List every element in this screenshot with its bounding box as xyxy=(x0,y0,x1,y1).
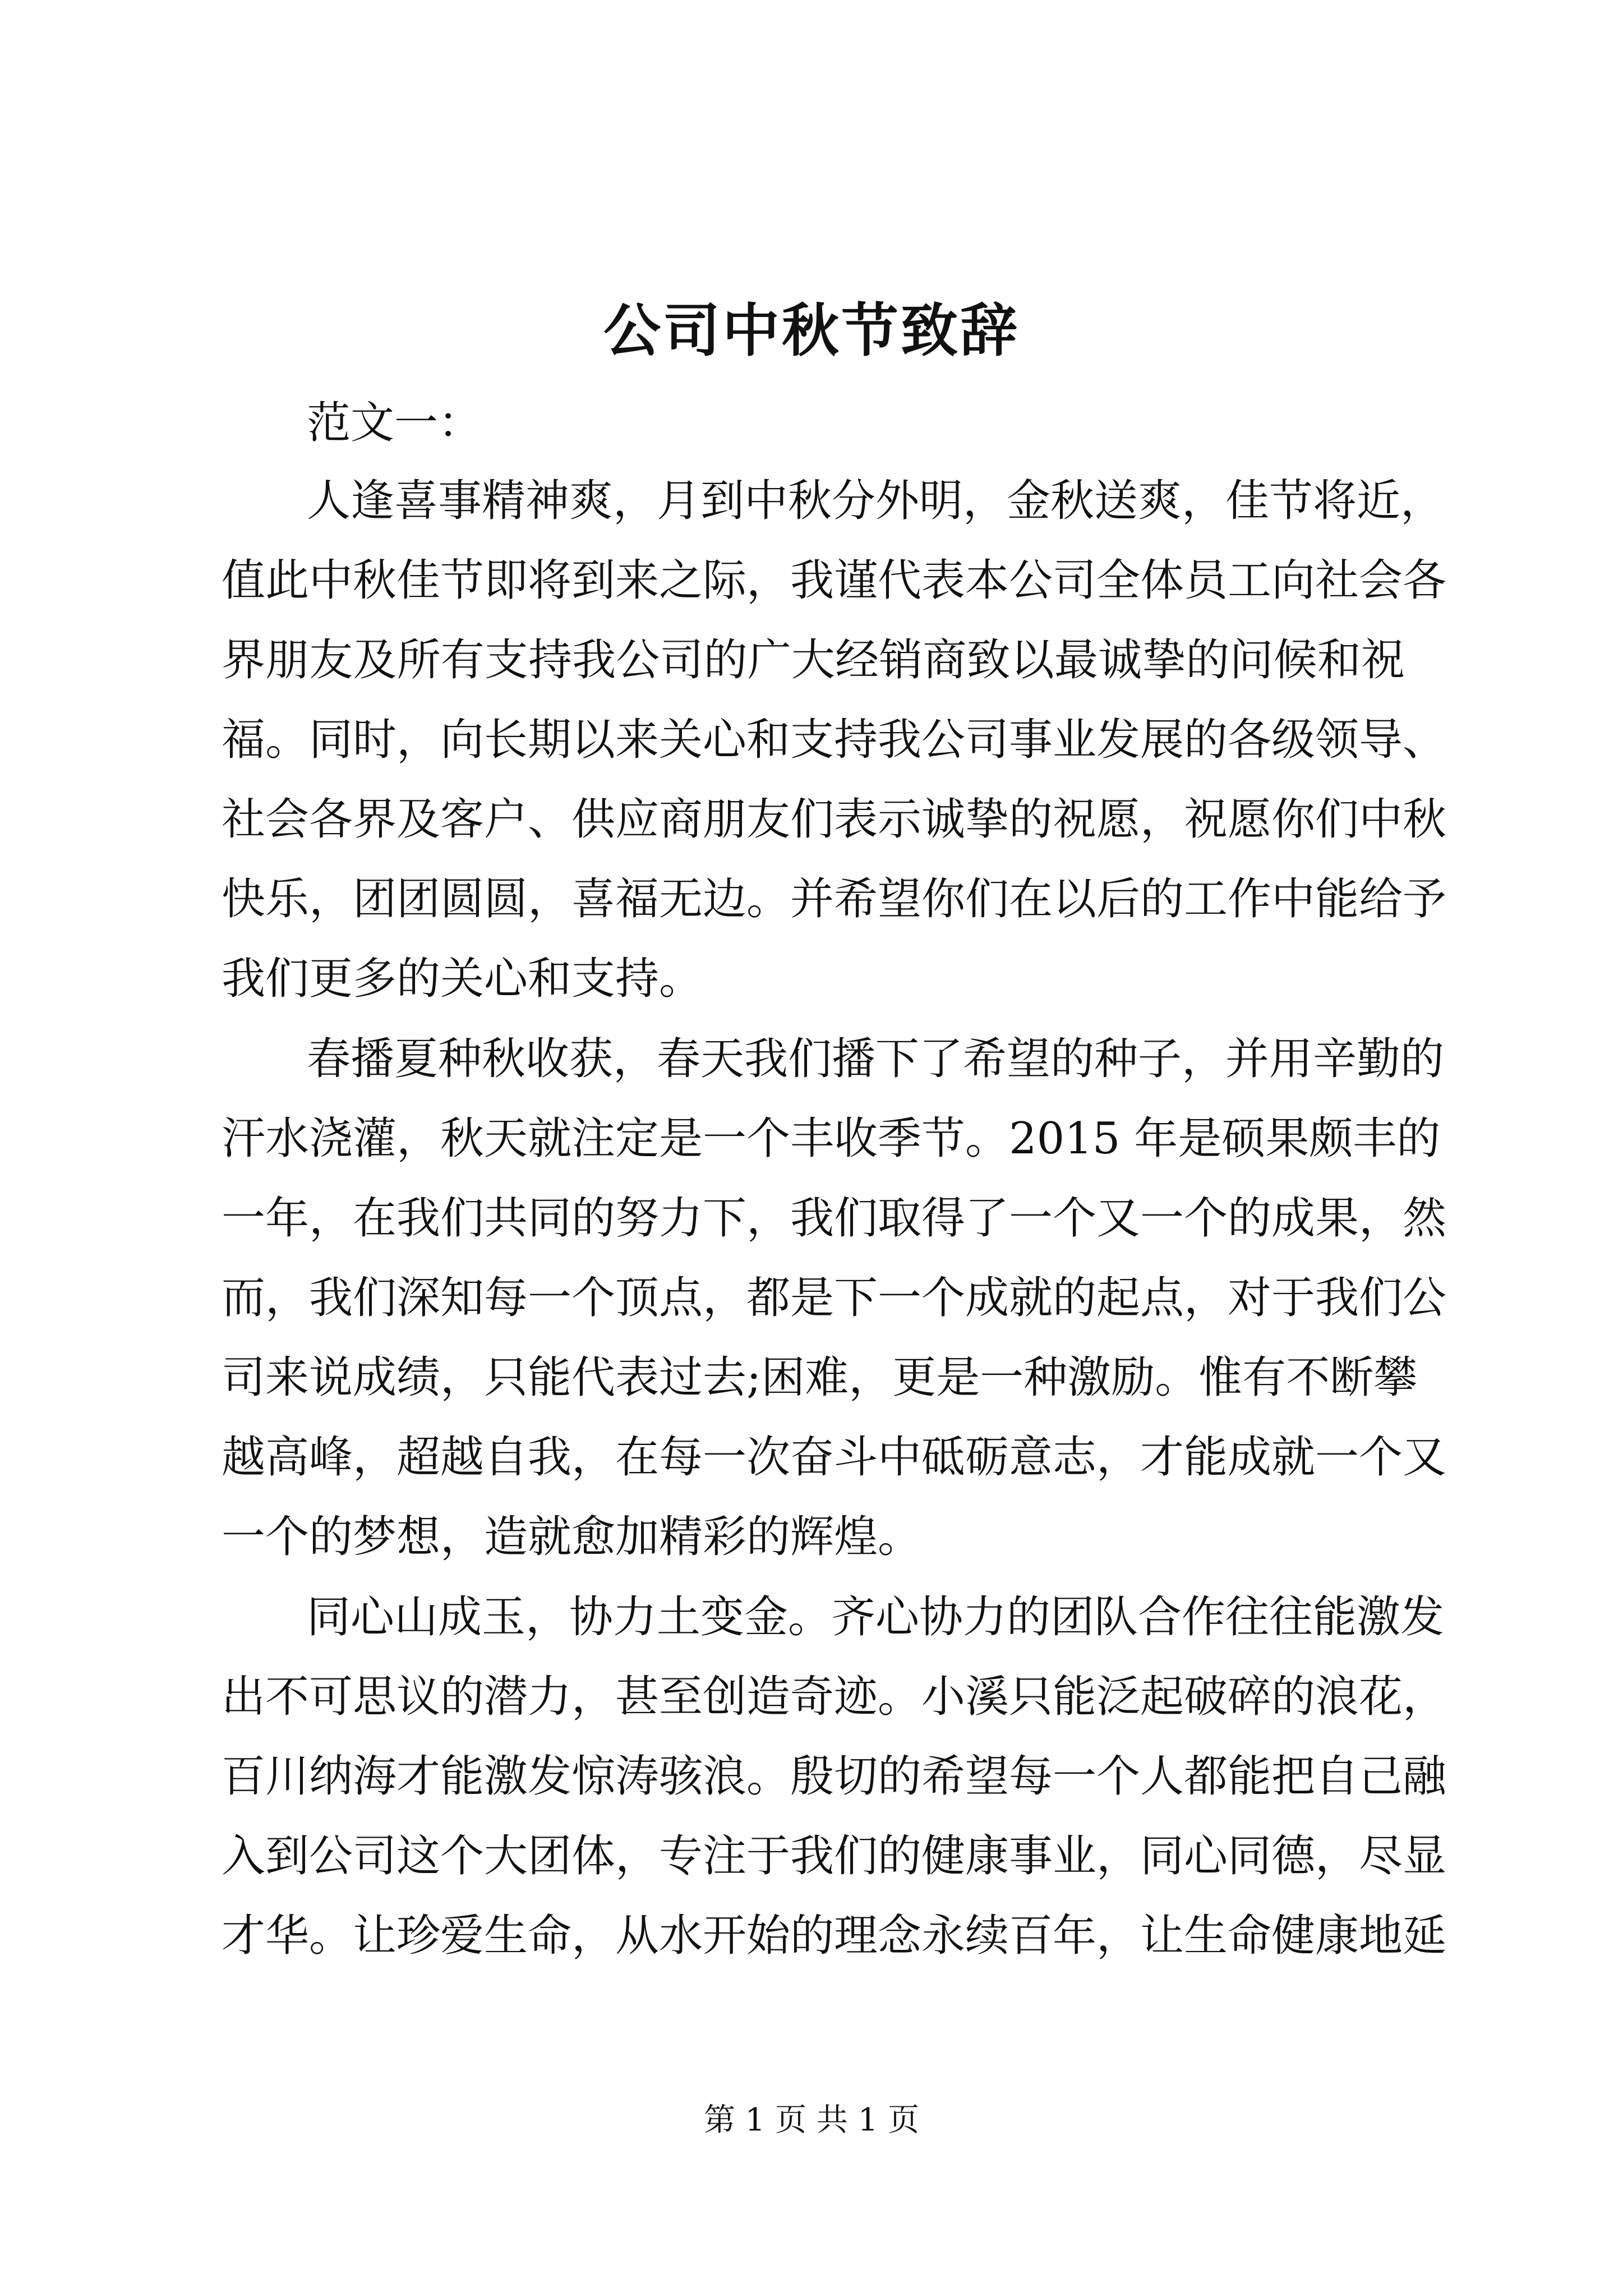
paragraph-3-line-2: 出不可思议的潜力，甚至创造奇迹。小溪只能泛起破碎的浪花， xyxy=(222,1672,1447,1722)
paragraph-3-line-5: 才华。让珍爱生命，从水开始的理念永续百年，让生命健康地延 xyxy=(222,1911,1447,1961)
paragraph-2-line-5: 司来说成绩，只能代表过去;困难，更是一种激励。惟有不断攀 xyxy=(222,1352,1418,1403)
paragraph-2-line-3: 一年，在我们共同的努力下，我们取得了一个又一个的成果，然 xyxy=(222,1193,1447,1244)
paragraph-1-line-7: 我们更多的关心和支持。 xyxy=(222,954,703,1004)
paragraph-2-line-4: 而，我们深知每一个顶点，都是下一个成就的起点，对于我们公 xyxy=(222,1273,1447,1323)
paragraph-3-line-3: 百川纳海才能激发惊涛骇浪。殷切的希望每一个人都能把自己融 xyxy=(222,1751,1447,1802)
section-heading: 范文一： xyxy=(307,398,482,448)
paragraph-1-line-3: 界朋友及所有支持我公司的广大经销商致以最诚挚的问候和祝 xyxy=(222,635,1405,685)
paragraph-1-line-1: 人逢喜事精神爽，月到中秋分外明，金秋送爽，佳节将近， xyxy=(307,476,1445,526)
paragraph-1-line-5: 社会各界及客户、供应商朋友们表示诚挚的祝愿，祝愿你们中秋 xyxy=(222,794,1447,845)
paragraph-2-line-7: 一个的梦想，造就愈加精彩的辉煌。 xyxy=(222,1512,922,1562)
document-title: 公司中秋节致辞 xyxy=(603,297,1020,365)
paragraph-1-line-4: 福。同时，向长期以来关心和支持我公司事业发展的各级领导、 xyxy=(222,715,1447,765)
paragraph-3-line-4: 入到公司这个大团体，专注于我们的健康事业，同心同德，尽显 xyxy=(222,1831,1447,1881)
paragraph-2-line-1: 春播夏种秋收获，春天我们播下了希望的种子，并用辛勤的 xyxy=(307,1034,1445,1084)
paragraph-3-line-1: 同心山成玉，协力土变金。齐心协力的团队合作往往能激发 xyxy=(307,1592,1445,1642)
paragraph-2-line-2: 汗水浇灌，秋天就注定是一个丰收季节。2015 年是硕果颇丰的 xyxy=(222,1114,1441,1164)
page-number-footer: 第 1 页 共 1 页 xyxy=(703,2102,920,2138)
paragraph-1-line-6: 快乐，团团圆圆，喜福无边。并希望你们在以后的工作中能给予 xyxy=(222,874,1447,924)
paragraph-2-line-6: 越高峰，超越自我，在每一次奋斗中砥砺意志，才能成就一个又 xyxy=(222,1432,1447,1483)
paragraph-1-line-2: 值此中秋佳节即将到来之际，我谨代表本公司全体员工向社会各 xyxy=(222,555,1447,606)
